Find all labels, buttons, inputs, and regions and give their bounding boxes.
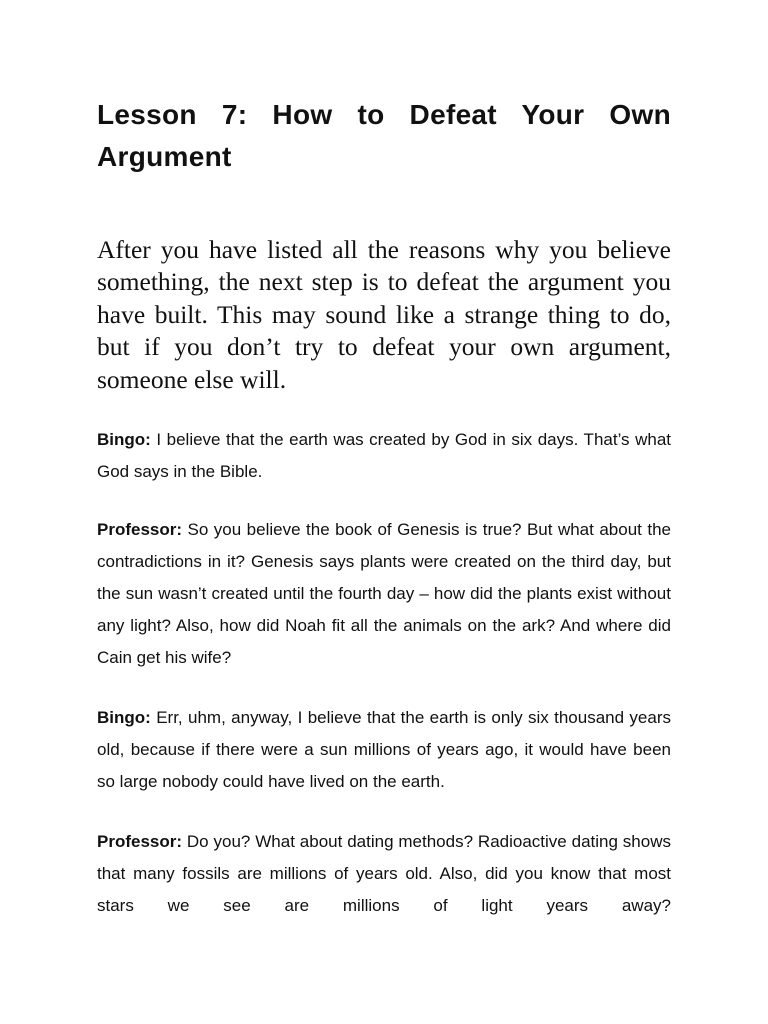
dialogue-text: Err, uhm, anyway, I believe that the earth is only six thousand years old, because if there were a sun millions of years ago, it would have been so large nobody could have lived on the earth. — [97, 708, 671, 791]
dialogue-text: Do you? What about dating methods? Radioactive dating shows that many fossils are millions of years old. Also, did you know that most stars we see are millions of light years away? — [97, 832, 671, 915]
dialogue-text: So you believe the book of Genesis is true? But what about the contradictions in it? Genesis says plants were created on the third day, but the sun wasn’t created until the fourth day – how did the plants exist without any light? Also, how did Noah fit all the animals on the ark? And where did Cain get his wife? — [97, 520, 671, 667]
dialogue-entry — [97, 702, 671, 798]
dialogue-text: I believe that the earth was created by God in six days. That’s what God says in the Bible. — [97, 430, 671, 481]
dialogue-entry — [97, 514, 671, 674]
dialogue-entry — [97, 826, 671, 922]
lesson-title: Lesson 7: How to Defeat Your Own Argument — [97, 99, 671, 172]
speaker-name: Professor: — [97, 832, 183, 851]
dialogue-entry — [97, 424, 671, 488]
speaker-name: Bingo: — [97, 708, 151, 727]
intro-paragraph: After you have listed all the reasons why you believe something, the next step is to defeat the argument you have built. This may sound like a strange thing to do, but if you don’t try to defeat your own argument, someone else will. — [97, 235, 671, 394]
speaker-name: Professor: — [97, 520, 183, 539]
speaker-name: Bingo: — [97, 430, 151, 449]
